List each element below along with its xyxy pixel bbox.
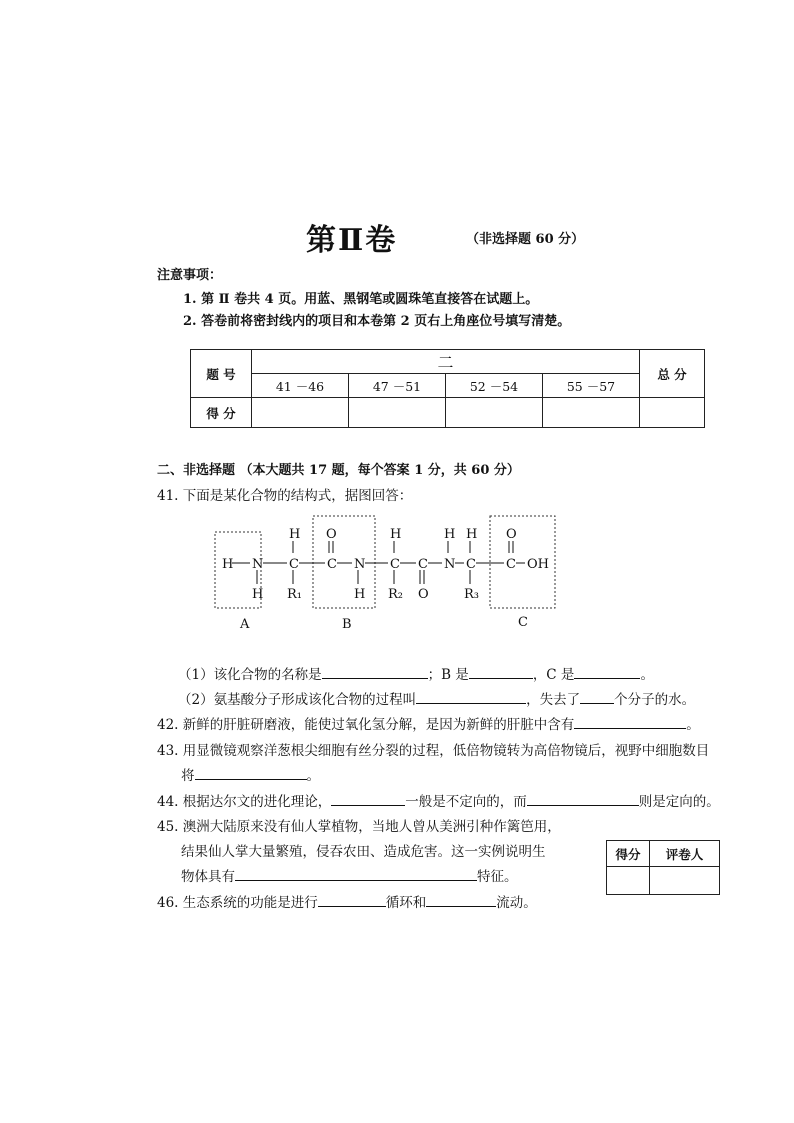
atom-n: N	[252, 557, 264, 572]
question-43-line-2: 将 。	[181, 768, 320, 784]
page-title: 第Ⅱ卷	[306, 223, 398, 258]
group-oh: OH	[527, 557, 549, 572]
answer-blank[interactable]	[331, 793, 405, 806]
grader-table	[606, 840, 720, 895]
question-45-line-2: 结果仙人掌大量繁殖，侵吞农田、造成危害。这一实例说明生	[181, 844, 546, 860]
score-input-cell[interactable]	[252, 398, 349, 428]
row-label-score: 得 分	[191, 398, 252, 428]
total-score-label: 总 分	[640, 350, 705, 398]
total-score-input-cell[interactable]	[640, 398, 705, 428]
score-input-cell[interactable]	[349, 398, 446, 428]
grader-name-label: 评卷人	[650, 841, 720, 867]
answer-blank[interactable]	[469, 666, 533, 679]
section-heading: 二、非选择题 （本大题共 17 题，每个答案 1 分，共 60 分）	[157, 463, 520, 478]
notice-item: 2. 答卷前将密封线内的项目和本卷第 2 页右上角座位号填写清楚。	[183, 314, 571, 329]
atom-n: N	[354, 557, 366, 572]
answer-blank[interactable]	[235, 868, 477, 881]
atom-h: H	[354, 587, 366, 602]
atom-h: H	[444, 527, 456, 542]
group-r2: R₂	[388, 587, 403, 602]
grader-name-cell[interactable]	[650, 867, 720, 895]
question-41-stem: 41. 下面是某化合物的结构式，据图回答：	[157, 488, 413, 504]
question-45-line-3: 物体具有 特征。	[181, 869, 518, 885]
atom-c: C	[289, 557, 299, 572]
grader-score-label: 得分	[607, 841, 650, 867]
atom-c: C	[506, 557, 516, 572]
box-label-b: B	[342, 617, 352, 632]
range-cell: 41 －46	[252, 374, 349, 398]
question-41-part-2: （2）氨基酸分子形成该化合物的过程叫 ，失去了 个分子的水。	[178, 692, 696, 708]
question-44: 44. 根据达尔文的进化理论， 一般是不定向的，而 则是定向的。	[157, 794, 720, 810]
grader-score-cell[interactable]	[607, 867, 650, 895]
answer-blank[interactable]	[574, 666, 640, 679]
score-table	[190, 349, 705, 428]
answer-blank[interactable]	[322, 666, 428, 679]
atom-o: O	[506, 527, 517, 542]
answer-blank[interactable]	[426, 894, 496, 907]
atom-n: N	[444, 557, 456, 572]
question-46: 46. 生态系统的功能是进行 循环和 流动。	[157, 895, 537, 911]
atom-c: C	[466, 557, 476, 572]
range-cell: 55 －57	[543, 374, 640, 398]
answer-blank[interactable]	[574, 716, 686, 729]
section-number: 二	[252, 350, 640, 374]
atom-c: C	[418, 557, 428, 572]
notice-heading: 注意事项：	[157, 268, 223, 283]
score-input-cell[interactable]	[446, 398, 543, 428]
answer-blank[interactable]	[195, 767, 307, 780]
page-title-block	[0, 215, 794, 258]
atom-h: H	[252, 587, 264, 602]
page-subtitle: （非选择题 60 分）	[466, 232, 585, 247]
row-label-question: 题 号	[191, 350, 252, 398]
question-41-part-1: （1）该化合物的名称是 ；B 是 ，C 是 。	[178, 667, 654, 683]
atom-h: H	[289, 527, 301, 542]
answer-blank[interactable]	[416, 691, 526, 704]
answer-blank[interactable]	[527, 793, 639, 806]
answer-blank[interactable]	[318, 894, 386, 907]
box-label-c: C	[518, 615, 528, 630]
range-cell: 52 －54	[446, 374, 543, 398]
question-42: 42. 新鲜的肝脏研磨液，能使过氧化氢分解，是因为新鲜的肝脏中含有 。	[157, 717, 700, 733]
score-input-cell[interactable]	[543, 398, 640, 428]
box-label-a: A	[240, 617, 250, 632]
group-r1: R₁	[287, 587, 302, 602]
group-r3: R₃	[464, 587, 479, 602]
atom-o: O	[326, 527, 337, 542]
question-45-line-1: 45. 澳洲大陆原来没有仙人掌植物，当地人曾从美洲引种作篱笆用，	[157, 819, 561, 835]
atom-o: O	[418, 587, 429, 602]
box-b-outline	[313, 516, 375, 608]
atom-h: H	[466, 527, 478, 542]
atom-c: C	[327, 557, 337, 572]
atom-c: C	[390, 557, 400, 572]
answer-blank[interactable]	[580, 691, 614, 704]
notice-item: 1. 第 Ⅱ 卷共 4 页。用蓝、黑钢笔或圆珠笔直接答在试题上。	[183, 292, 539, 307]
atom-h: H	[390, 527, 402, 542]
question-43-line-1: 43. 用显微镜观察洋葱根尖细胞有丝分裂的过程，低倍物镜转为高倍物镜后，视野中细胞数目	[157, 743, 710, 759]
atom-h: H	[222, 557, 234, 572]
range-cell: 47 －51	[349, 374, 446, 398]
structural-formula	[200, 510, 580, 635]
